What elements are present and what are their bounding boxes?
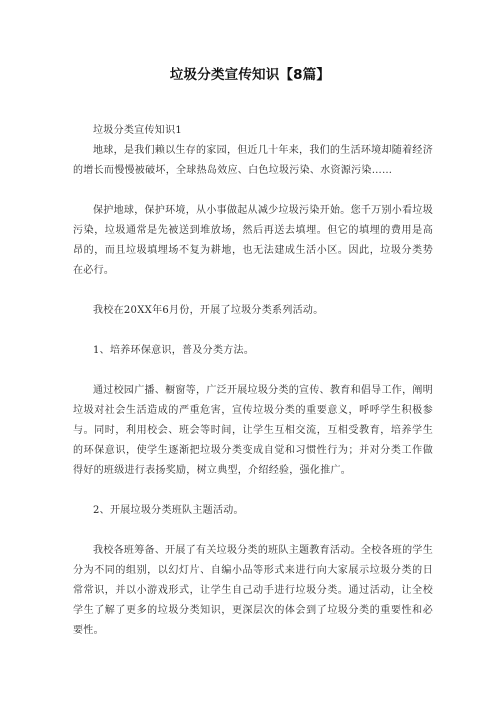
paragraph-broadcast: 通过校园广播、橱窗等，广泛开展垃圾分类的宣传、教育和倡导工作，阐明垃圾对社会生活造成的严重危害，宣传垃圾分类的重要意义，呼呼学生积极参与。同时，利用校会、班会等时间，让学生互相交流，互相受教育，培养学生的环保意识，使学生逐渐把垃圾分类变成自觉和习惯性行为；并对分类工作做得好的班级进行表扬奖励，树立典型，介绍经验，强化推广。 <box>73 385 433 476</box>
paragraph-class-activity: 我校各班筹备、开展了有关垃圾分类的班队主题教育活动。全校各班的学生分为不同的组别，以幻灯片、自编小品等形式来进行向大家展示垃圾分类的日常常识，并以小游戏形式，让学生自己动手进行垃圾分类。通过活动，让全校学生了解了更多的垃圾分类知识，更深层次的体会到了垃圾分类的重要性和必要性。 <box>73 545 433 636</box>
list-item-1-heading: 1、培养环保意识，普及分类方法。 <box>93 345 255 356</box>
paragraph-school-activity: 我校在20XX年6月份，开展了垃圾分类系列活动。 <box>93 305 324 316</box>
paragraph-protect-earth: 保护地球，保护环境，从小事做起从减少垃圾污染开始。您千万别小看垃圾污染，垃圾通常是先被送到堆放场，然后再送去填埋。但它的填埋的费用是高昂的，而且垃圾填埋场不复为耕地，也无法建成生活小区。因此，垃圾分类势在必行。 <box>73 205 433 276</box>
document-body <box>73 121 433 641</box>
list-item-2-heading: 2、开展垃圾分类班队主题活动。 <box>93 505 244 516</box>
section-heading-1: 垃圾分类宣传知识1 <box>93 125 183 136</box>
document-title: 垃圾分类宣传知识【8篇】 <box>169 67 331 83</box>
paragraph-intro: 地球，是我们赖以生存的家园，但近几十年来，我们的生活环境却随着经济的增长而慢慢被破坏，全球热岛效应、白色垃圾污染、水资源污染…… <box>73 145 433 176</box>
